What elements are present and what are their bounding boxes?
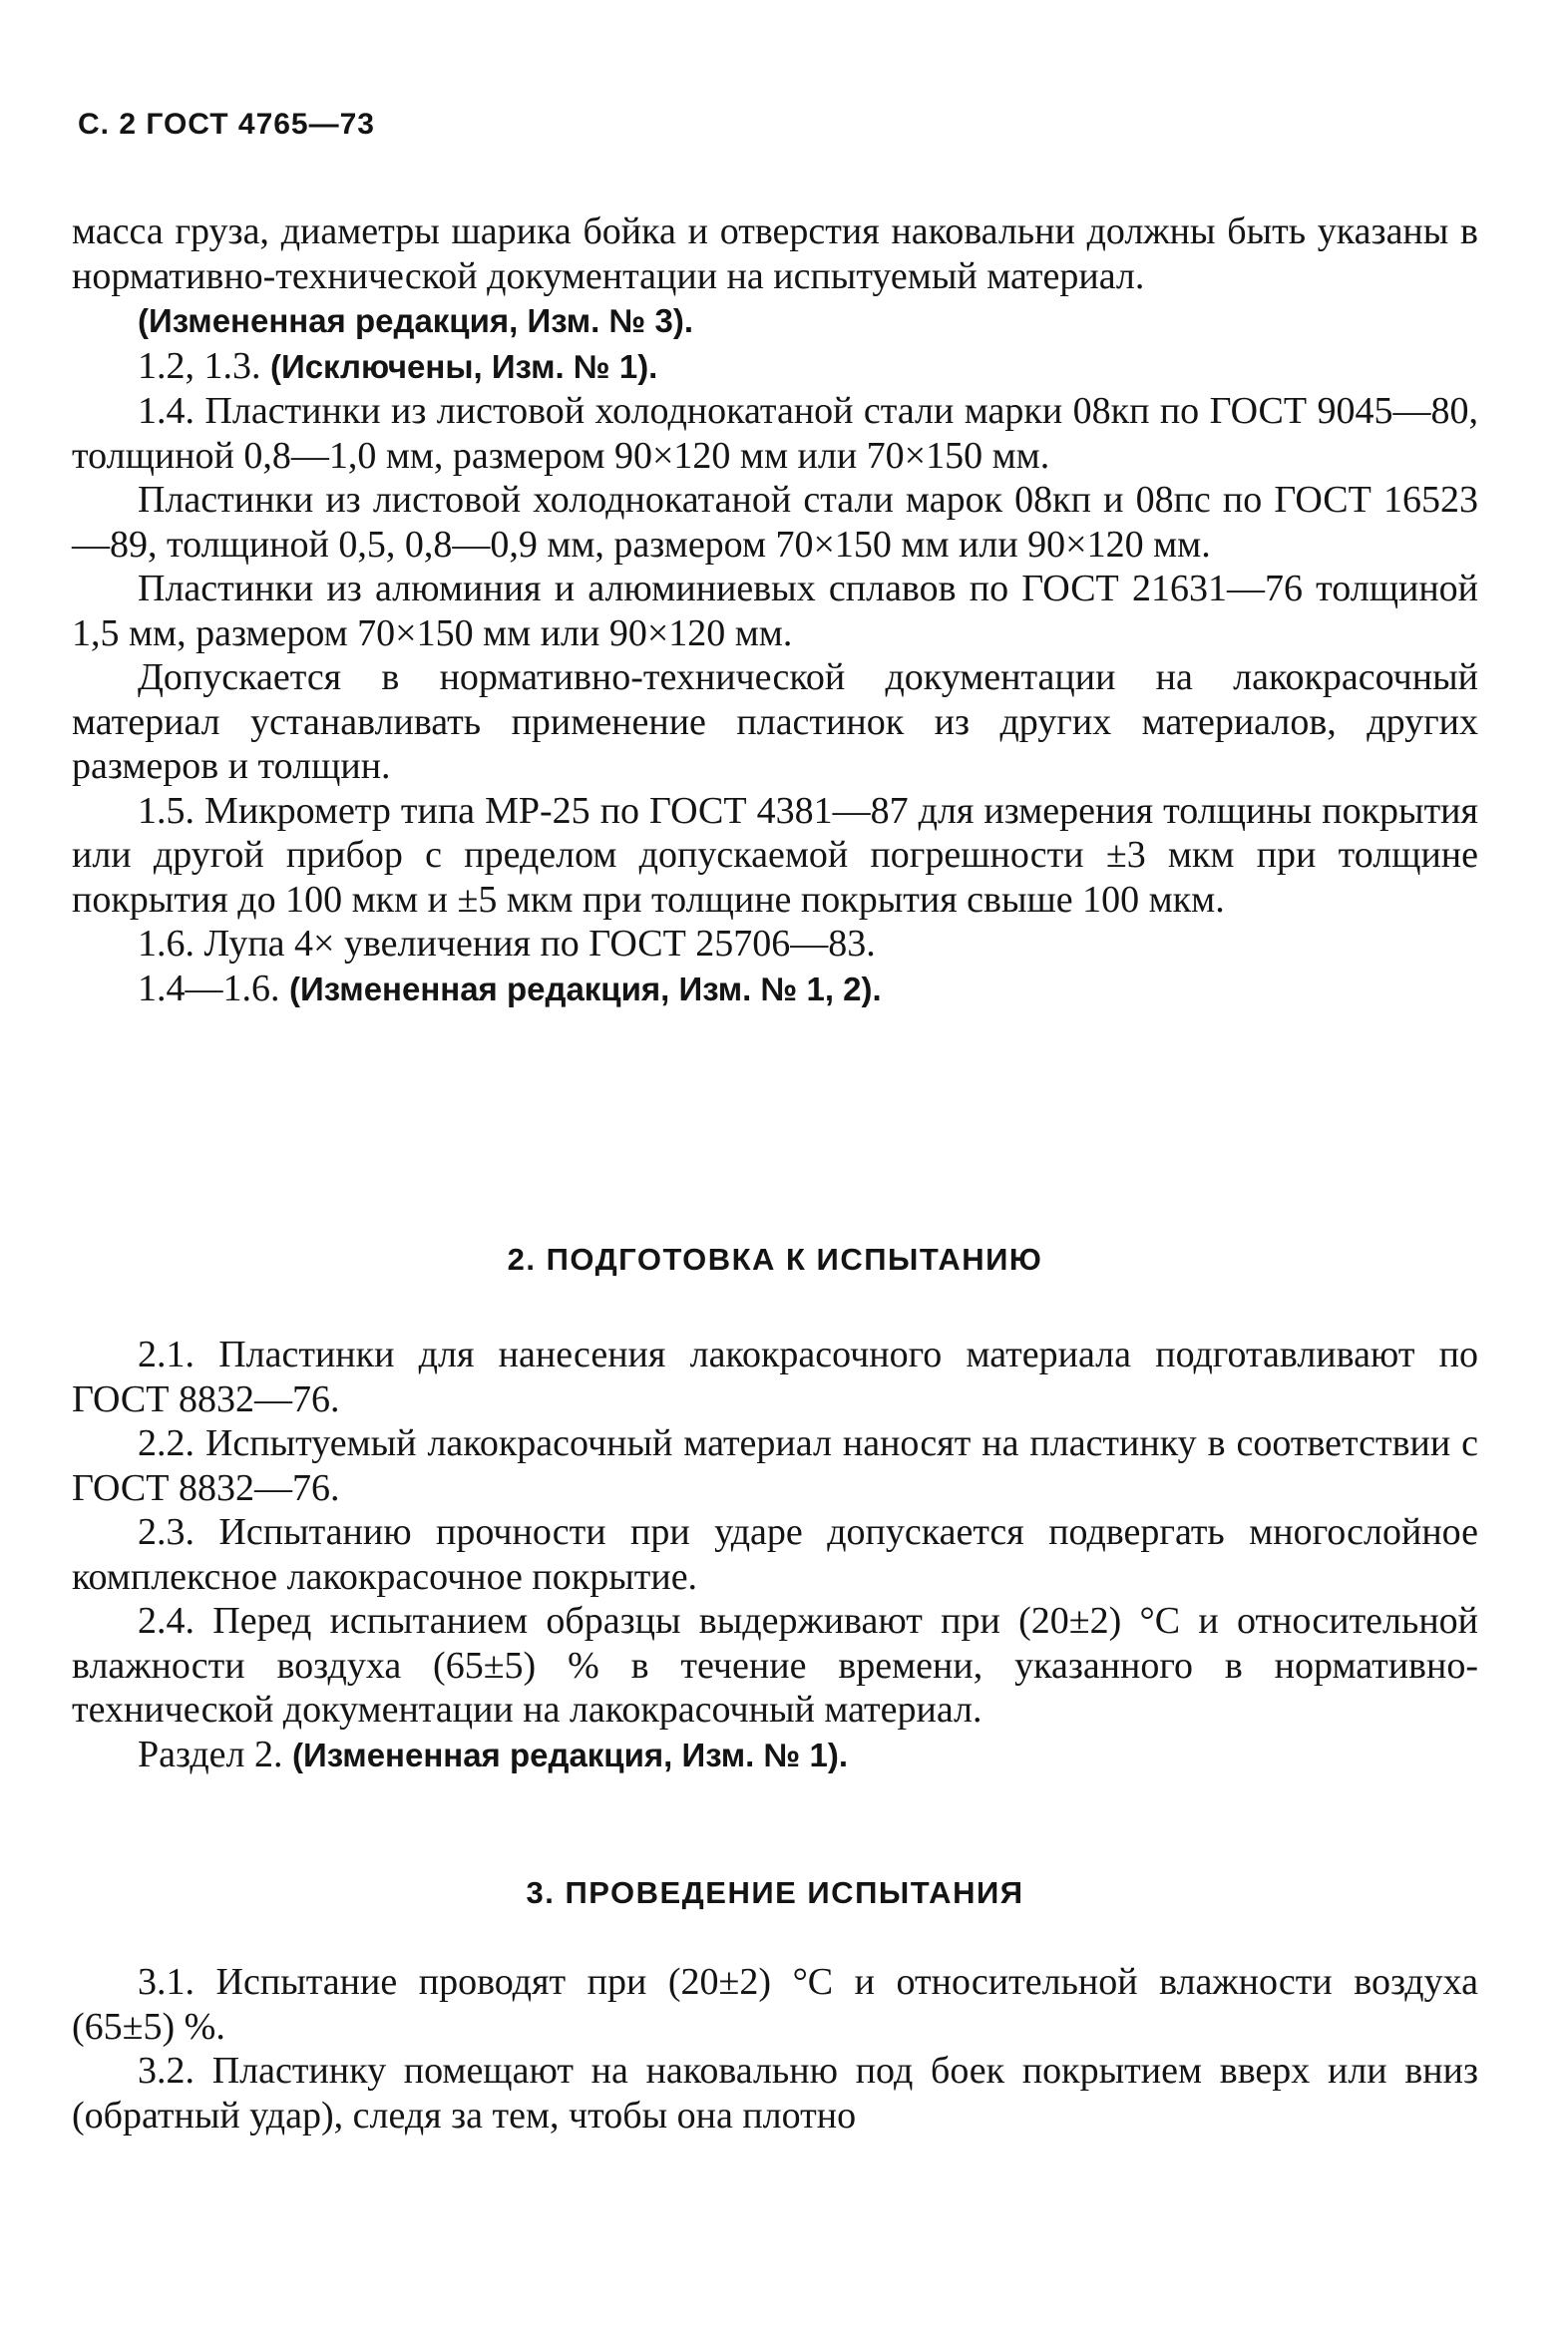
paragraph-2-3: 2.3. Испытанию прочности при ударе допускается подвергать многослойное комплексное лакокрасочное покрытие.: [72, 1511, 1478, 1598]
note-section-2-bold: (Измененная редакция, Изм. № 1).: [292, 1736, 848, 1773]
paragraph-1-4-b: Пластинки из листовой холоднокатаной стали марок 08кп и 08пс по ГОСТ 16523—89, толщиной 0,5, 0,8—0,9 мм, размером 70×150 мм или 90×120 мм.: [72, 479, 1478, 566]
paragraph-2-4: 2.4. Перед испытанием образцы выдерживают при (20±2) °С и относительной влажности воздуха (65±5) % в течение времени, указанного в нормативно-технической документации на лакокрасочный материал.: [72, 1600, 1478, 1731]
note-intro: [72, 298, 1478, 344]
paragraph-1-5: 1.5. Микрометр типа МР-25 по ГОСТ 4381—87 для измерения толщины покрытия или другой прибор с пределом допускаемой погрешности ±3 мкм при толщине покрытия до 100 мкм и ±5 мкм при толщине покрытия свыше 100 мкм.: [72, 789, 1478, 921]
paragraph-1-2-number: 1.2, 1.3.: [138, 344, 261, 387]
section-3-title: 3. ПРОВЕДЕНИЕ ИСПЫТАНИЯ: [526, 1875, 1024, 1910]
section-2-title: 2. ПОДГОТОВКА К ИСПЫТАНИЮ: [507, 1242, 1043, 1277]
note-1-4-1-6: [72, 967, 1478, 1012]
paragraph-1-2: [72, 344, 1478, 390]
paragraph-1-6: 1.6. Лупа 4× увеличения по ГОСТ 25706—83.: [138, 923, 876, 965]
paragraph-1-4: 1.4. Пластинки из листовой холоднокатаной стали марки 08кп по ГОСТ 9045—80, толщиной 0,8—1,0 мм, размером 90×120 мм или 70×150 мм.: [72, 390, 1478, 477]
paragraph-intro: масса груза, диаметры шарика бойка и отверстия наковальни должны быть указаны в нормативно-технической документации на испытуемый материал.: [72, 210, 1478, 297]
section-3-body: [72, 1960, 1478, 2138]
note-1-4-1-6-number: 1.4—1.6.: [138, 967, 280, 1009]
note-intro-bold: (Измененная редакция, Изм. № 3).: [138, 302, 693, 339]
paragraph-2-1: 2.1. Пластинки для нанесения лакокрасочного материала подготавливают по ГОСТ 8832—76.: [72, 1334, 1478, 1420]
paragraph-3-2: 3.2. Пластинку помещают на наковальню под боек покрытием вверх или вниз (обратный удар), следя за тем, чтобы она плотно: [72, 2050, 1478, 2137]
note-1-4-1-6-bold: (Измененная редакция, Изм. № 1, 2).: [289, 970, 882, 1007]
note-section-2: [72, 1733, 1478, 1778]
section-1-continuation: [72, 209, 1478, 1011]
page-header: С. 2 ГОСТ 4765—73: [78, 108, 375, 141]
paragraph-1-2-bold: (Исключены, Изм. № 1).: [270, 347, 658, 385]
note-section-2-label: Раздел 2.: [138, 1733, 283, 1775]
paragraph-2-2: 2.2. Испытуемый лакокрасочный материал наносят на пластинку в соответствии с ГОСТ 8832—76.: [72, 1422, 1478, 1509]
paragraph-3-1: 3.1. Испытание проводят при (20±2) °С и относительной влажности воздуха (65±5) %.: [72, 1961, 1478, 2048]
section-2-body: [72, 1333, 1478, 1777]
paragraph-1-4-d: Допускается в нормативно-технической документации на лакокрасочный материал устанавливать применение пластинок из других материалов, других размеров и толщин.: [72, 656, 1478, 787]
paragraph-1-4-c: Пластинки из алюминия и алюминиевых сплавов по ГОСТ 21631—76 толщиной 1,5 мм, размером 70×150 мм или 90×120 мм.: [72, 568, 1478, 654]
